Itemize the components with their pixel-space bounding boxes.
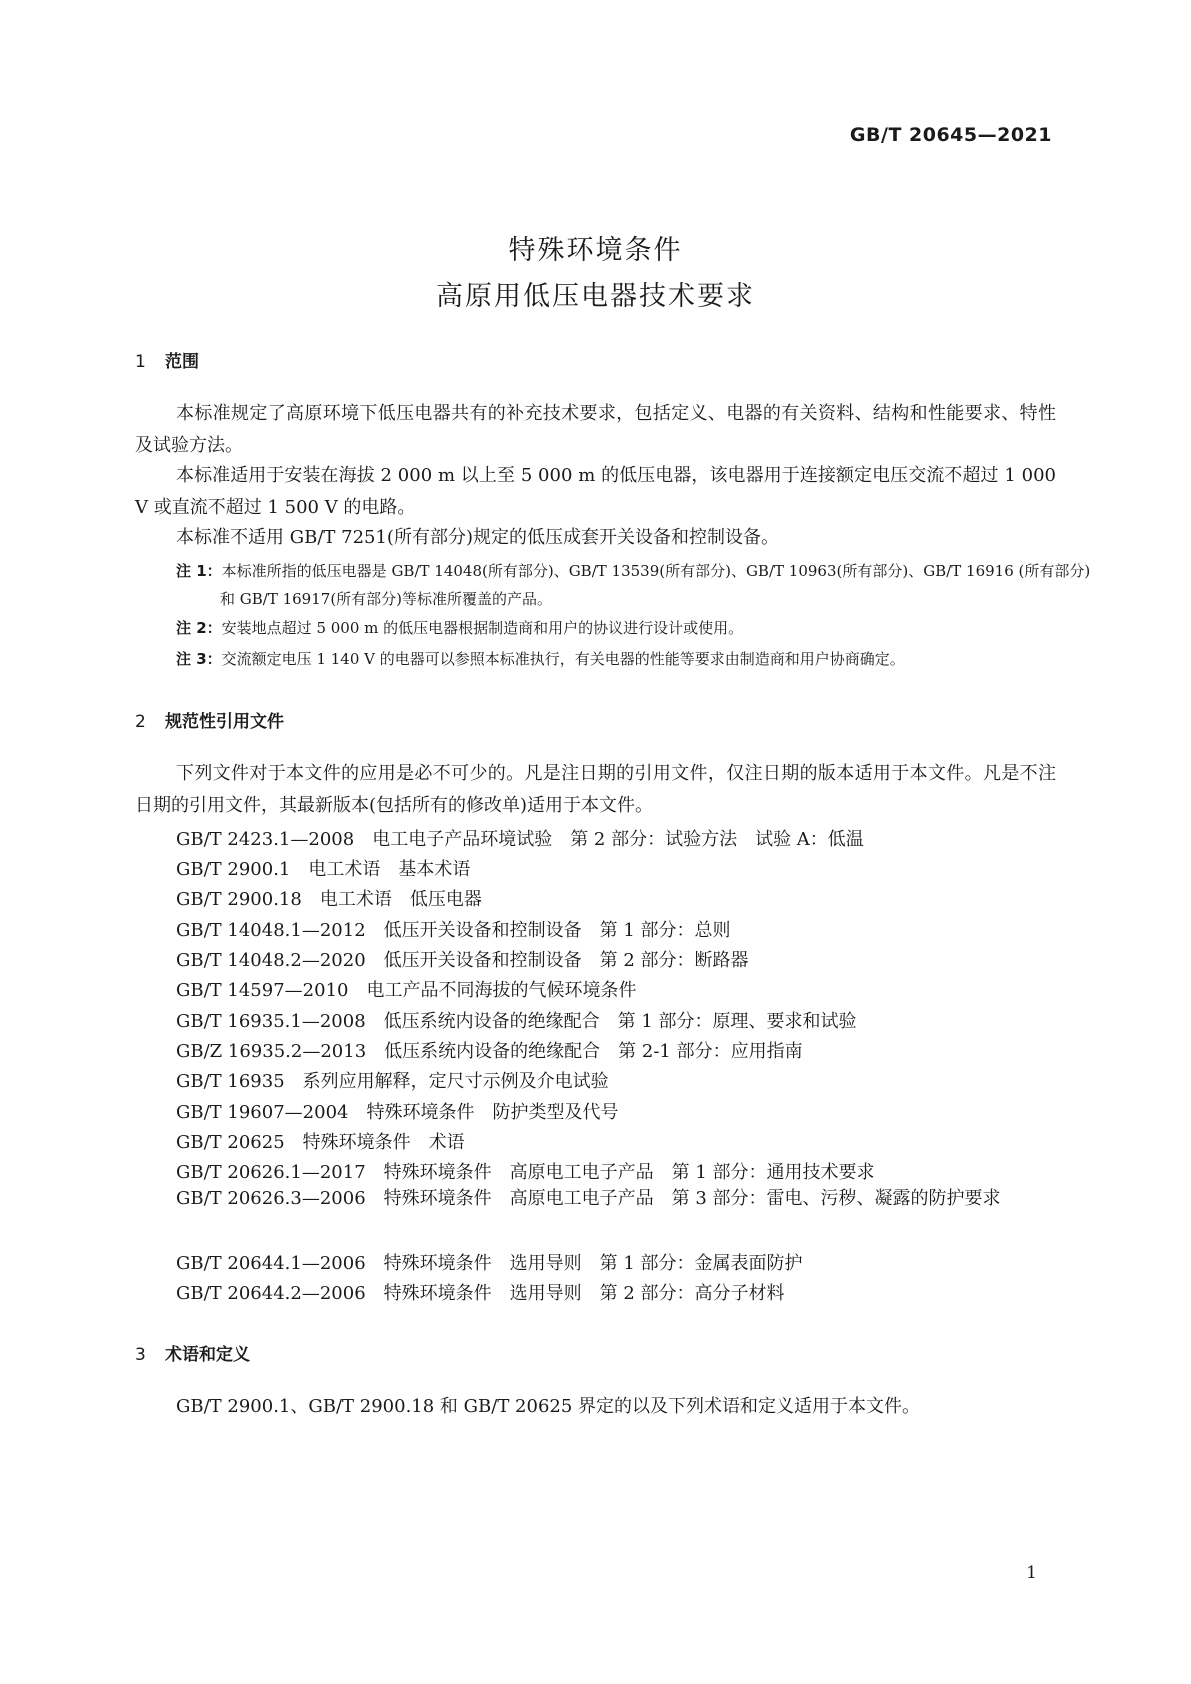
note-text: 本标准所指的低压电器是 GB/T 14048(所有部分)、GB/T 13539(所有部分)、GB/T 10963(所有部分)、GB/T 16916 (所有部分)和 GB/T 16917(所有部分)等标准所覆盖的产品。 <box>220 562 1091 608</box>
reference-item: GB/Z 16935.2—2013 低压系统内设备的绝缘配合 第 2-1 部分：应用指南 <box>176 1041 803 1062</box>
note-1 <box>176 557 1100 613</box>
reference-item: GB/T 19607—2004 特殊环境条件 防护类型及代号 <box>176 1102 619 1123</box>
paragraph: 下列文件对于本文件的应用是必不可少的。凡是注日期的引用文件，仅注日期的版本适用于本文件。凡是不注日期的引用文件，其最新版本(包括所有的修改单)适用于本文件。 <box>135 763 1056 816</box>
paragraph: 本标准不适用 GB/T 7251(所有部分)规定的低压成套开关设备和控制设备。 <box>176 527 779 548</box>
reference-item: GB/T 20626.1—2017 特殊环境条件 高原电工电子产品 第 1 部分：通用技术要求 <box>176 1162 875 1183</box>
paragraph: 本标准规定了高原环境下低压电器共有的补充技术要求，包括定义、电器的有关资料、结构和性能要求、特性及试验方法。 <box>135 403 1056 456</box>
reference-item: GB/T 20644.1—2006 特殊环境条件 选用导则 第 1 部分：金属表面防护 <box>176 1253 803 1274</box>
section-title: 规范性引用文件 <box>165 712 284 732</box>
section-number: 2 <box>135 712 146 732</box>
section-number: 3 <box>135 1345 146 1365</box>
section-title: 范围 <box>165 352 199 372</box>
reference-item: GB/T 16935.1—2008 低压系统内设备的绝缘配合 第 1 部分：原理、要求和试验 <box>176 1011 857 1032</box>
reference-item: GB/T 14048.1—2012 低压开关设备和控制设备 第 1 部分：总则 <box>176 920 731 941</box>
page-number: 1 <box>1026 1563 1037 1583</box>
title-line-1: 特殊环境条件 <box>508 235 683 266</box>
note-label: 注 2： <box>176 619 222 637</box>
title-line-2: 高原用低压电器技术要求 <box>436 281 755 312</box>
reference-item: GB/T 20626.3—2006 特殊环境条件 高原电工电子产品 第 3 部分：雷电、污秽、凝露的防护要求 <box>176 1188 1001 1209</box>
note-3 <box>176 645 1056 673</box>
paragraph: GB/T 2900.1、GB/T 2900.18 和 GB/T 20625 界定的以及下列术语和定义适用于本文件。 <box>176 1396 921 1417</box>
note-label: 注 1： <box>176 562 222 580</box>
section-3-heading <box>135 1340 250 1365</box>
reference-item: GB/T 2423.1—2008 电工电子产品环境试验 第 2 部分：试验方法 试验 A：低温 <box>176 829 864 850</box>
standard-code: GB/T 20645—2021 <box>849 124 1052 146</box>
note-text: 安装地点超过 5 000 m 的低压电器根据制造商和用户的协议进行设计或使用。 <box>221 619 744 637</box>
reference-item: GB/T 14048.2—2020 低压开关设备和控制设备 第 2 部分：断路器 <box>176 950 749 971</box>
reference-item: GB/T 20644.2—2006 特殊环境条件 选用导则 第 2 部分：高分子材料 <box>176 1283 785 1304</box>
note-label: 注 3： <box>176 650 222 668</box>
reference-item: GB/T 20625 特殊环境条件 术语 <box>176 1132 465 1153</box>
reference-item: GB/T 2900.1 电工术语 基本术语 <box>176 859 471 880</box>
reference-item: GB/T 2900.18 电工术语 低压电器 <box>176 889 482 910</box>
reference-item: GB/T 16935 系列应用解释，定尺寸示例及介电试验 <box>176 1071 609 1092</box>
section-number: 1 <box>135 352 146 372</box>
section-1-heading <box>135 347 199 372</box>
reference-item: GB/T 14597—2010 电工产品不同海拔的气候环境条件 <box>176 980 637 1001</box>
section-title: 术语和定义 <box>165 1345 250 1365</box>
note-2 <box>176 614 1056 642</box>
section-2-heading <box>135 707 284 732</box>
note-text: 交流额定电压 1 140 V 的电器可以参照本标准执行，有关电器的性能等要求由制造商和用户协商确定。 <box>221 650 905 668</box>
paragraph: 本标准适用于安装在海拔 2 000 m 以上至 5 000 m 的低压电器，该电器用于连接额定电压交流不超过 1 000 V 或直流不超过 1 500 V 的电路。 <box>135 465 1056 518</box>
